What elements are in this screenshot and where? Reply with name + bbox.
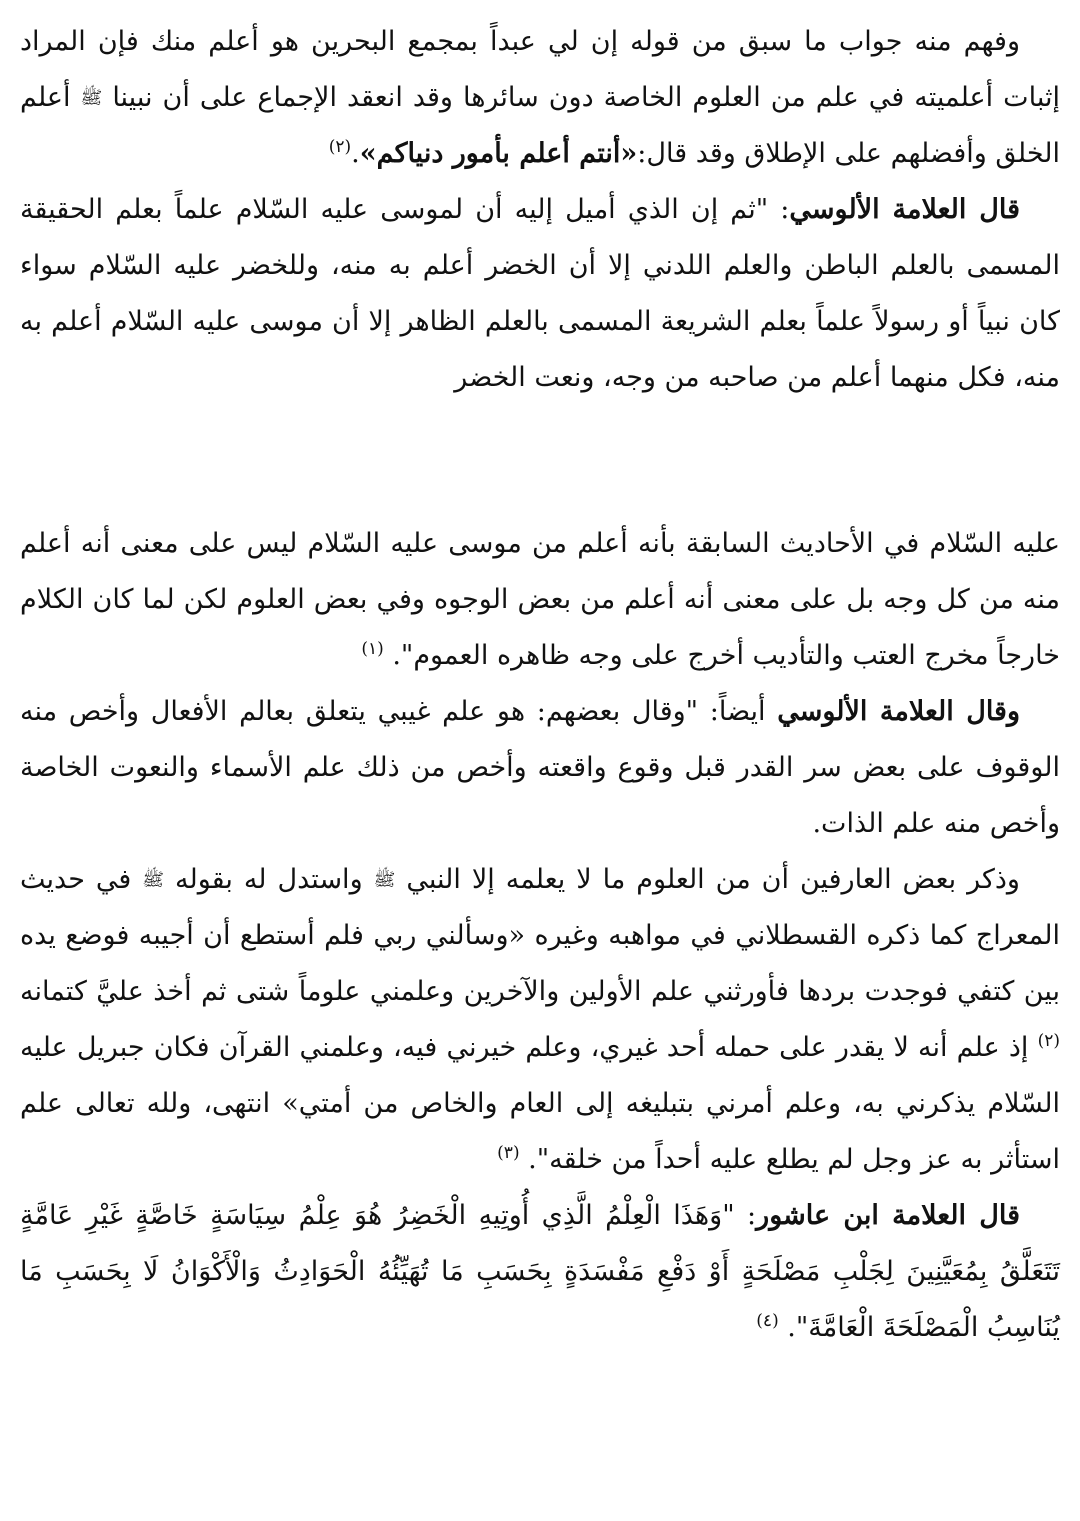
paragraph-5-text-1: وذكر بعض العارفين أن من العلوم ما لا يعلمه إلا النبي — [406, 864, 1020, 895]
paragraph-1-text: وفهم منه جواب ما سبق من قوله إن لي عبداً بمجمع البحرين هو أعلم منك فإن المراد إثبات أعلميته في علم من العلوم الخاصة دون سائرها وقد انعقد الإجماع على أن نبينا — [20, 26, 1060, 113]
hadith-quote: «أنتم أعلم بأمور دنياكم» — [359, 138, 638, 169]
paragraph-5-text-3: في حديث المعراج كما ذكره القسطلاني في مواهبه وغيره «وسألني ربي فلم أستطع أن أجيبه فوضع يده بين كتفي فوجدت بردها فأورثني علم الأولين والآخرين وعلمني علوماً شتى ثم أخذ عليَّ كتمانه — [20, 864, 1060, 1007]
document-page — [20, 14, 1060, 1356]
paragraph-4-text: أيضاً: "وقال بعضهم: هو علم غيبي يتعلق بعالم الأفعال وأخص منه الوقوف على بعض سر القدر قبل وقوع واقعته وأخص من ذلك علم الأسماء والنعوت الخاصة وأخص منه علم الذات. — [20, 696, 1060, 839]
footnote-ref-4: (٤) — [756, 1311, 779, 1331]
paragraph-1-text-2: أعلم الخلق وأفضلهم على الإطلاق وقد قال: — [20, 82, 1060, 169]
paragraph-3 — [20, 516, 1060, 684]
paragraph-5 — [20, 852, 1060, 1188]
salawat-symbol: ﷺ — [80, 87, 103, 109]
paragraph-1: وفهم منه جواب ما سبق من قوله إن لي عبداً بمجمع البحرين هو أعلم منك فإن المراد إثبات أعلميته في علم من العلوم الخاصة دون سائرها وقد انعقد الإجماع على أن نبينا ﷺ أعلم الخلق وأفضلهم على الإطلاق وقد قال:«أنتم أعلم بأمور دنياكم».$^{(٢)}$ — [20, 26, 1060, 169]
paragraph-4 — [20, 684, 1060, 852]
paragraph-6 — [20, 1188, 1060, 1356]
footnote-ref-2: (٢) — [1037, 1031, 1060, 1051]
paragraph-5-text-4: إذ علم أنه لا يقدر على حمله أحد غيري، وعلم خيرني فيه، وعلمني القرآن فكان جبريل عليه السّلام يذكرني به، وعلم أمرني بتبليغه إلى العام والخاص من أمتي» انتهى، ولله تعالى علم استأثر به عز وجل لم يطلع عليه أحداً من خلقه". — [20, 1032, 1060, 1175]
speaker-alusi-2: وقال العلامة الألوسي — [777, 696, 1021, 727]
paragraph-6-text: : "وَهَذَا الْعِلْمُ الَّذِي أُوتِيهِ الْخَضِرُ هُوَ عِلْمُ سِيَاسَةٍ خَاصَّةٍ غَيْرِ عَامَّةٍ تَتَعَلَّقُ بِمُعَيَّنِينَ لِجَلْبِ مَصْلَحَةٍ أَوْ دَفْعِ مَفْسَدَةٍ بِحَسَبِ مَا تُهَيِّئُهُ الْحَوَادِثُ وَالْأَكْوَانُ لَا بِحَسَبِ مَا يُنَاسِبُ الْمَصْلَحَةَ الْعَامَّةَ". — [20, 1200, 1060, 1343]
page-break-gap — [20, 406, 1060, 516]
speaker-alusi: قال العلامة الألوسي — [789, 194, 1021, 225]
paragraph-2 — [20, 182, 1060, 406]
salawat-symbol: ﷺ — [142, 869, 165, 891]
footnote-ref-2: (٢) — [328, 137, 352, 157]
footnote-ref-3: (٣) — [497, 1143, 520, 1163]
paragraph-2-text: : "ثم إن الذي أميل إليه أن لموسى عليه السّلام علماً بعلم الحقيقة المسمى بالعلم الباطن والعلم اللدني إلا أن الخضر أعلم به منه، وللخضر عليه السّلام سواء كان نبياً أو رسولاً علماً بعلم الشريعة المسمى بالعلم الظاهر إلا أن موسى عليه السّلام أعلم به منه، فكل منهما أعلم من صاحبه من وجه، ونعت الخضر — [20, 194, 1060, 393]
paragraph-5-text-2: واستدل له بقوله — [175, 864, 363, 895]
salawat-symbol: ﷺ — [373, 869, 396, 891]
paragraph-3-text: عليه السّلام في الأحاديث السابقة بأنه أعلم من موسى عليه السّلام ليس على معنى أنه أعلم منه من كل وجه بل على معنى أنه أعلم من بعض الوجوه وفي بعض العلوم لكن لما كان الكلام خارجاً مخرج العتب والتأديب أخرج على وجه ظاهره العموم". — [20, 528, 1060, 671]
speaker-ibn-ashur: قال العلامة ابن عاشور — [756, 1200, 1020, 1231]
footnote-ref-1: (١) — [361, 639, 384, 659]
